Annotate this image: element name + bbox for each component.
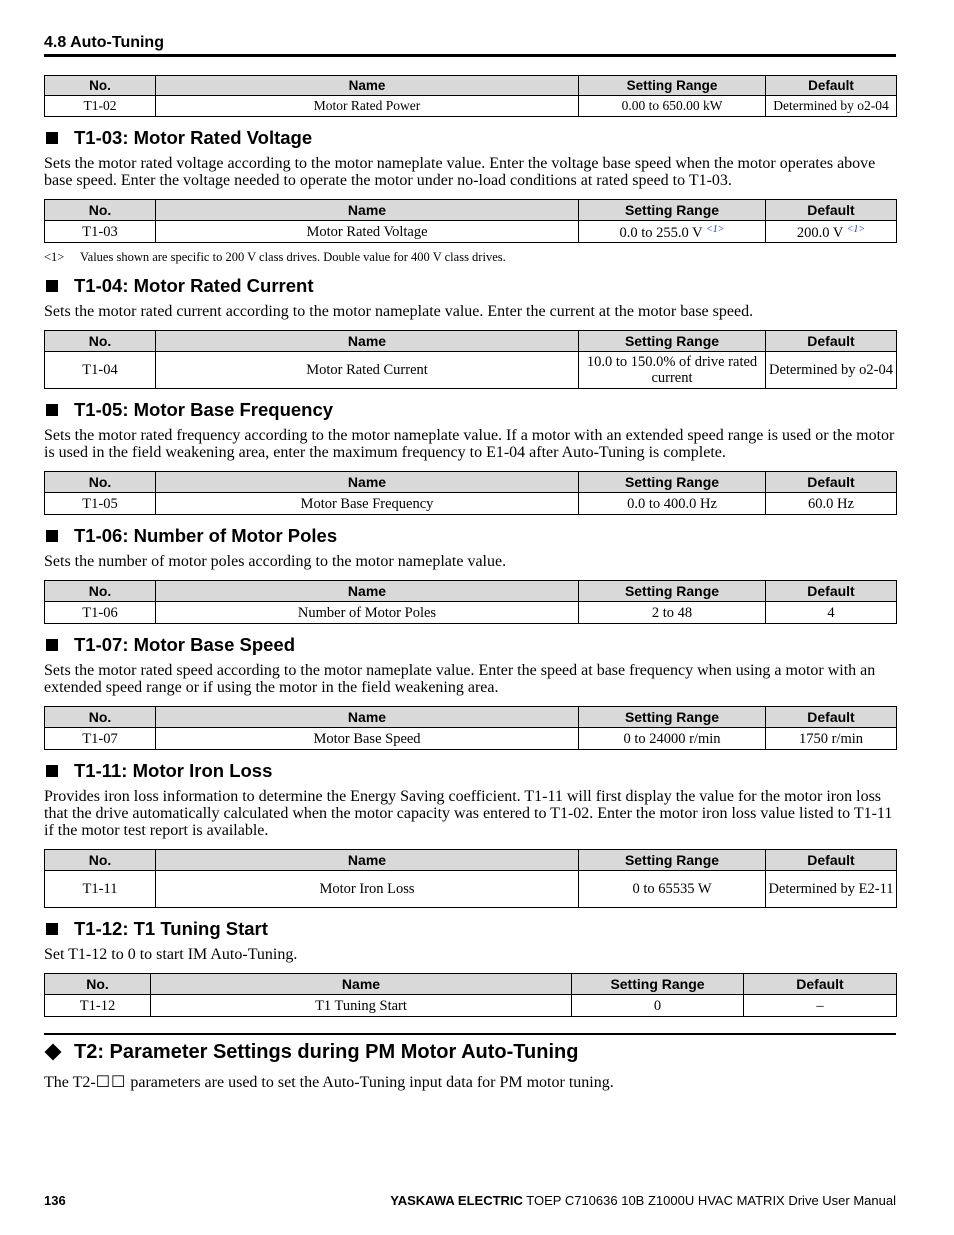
col-header-range: Setting Range [579,200,766,221]
section-title: T1-06: Number of Motor Poles [74,525,338,546]
section-description: Sets the motor rated voltage according to the motor nameplate value. Enter the voltage base speed when the motor operates above base speed. Enter the voltage needed to operate the motor under no-load conditions at rated speed to T1-03. [44,155,876,189]
col-header-default: Default [744,974,897,995]
diamond-bullet-icon [45,1044,62,1061]
section-header-title: 4.8 Auto-Tuning [44,34,164,51]
col-header-name: Name [156,472,579,493]
col-header-range: Setting Range [579,472,766,493]
section-heading-t1-07 [44,634,896,656]
table-header-row [45,200,897,221]
col-header-default: Default [766,331,897,352]
param-no: T1-07 [45,728,156,750]
col-header-range: Setting Range [579,581,766,602]
square-bullet-icon [46,404,58,416]
footnote-ref-link[interactable]: <1> [846,224,866,235]
t2-title: T2: Parameter Settings during PM Motor Auto-Tuning [74,1041,579,1063]
col-header-name: Name [156,581,579,602]
section-title: T1-11: Motor Iron Loss [74,760,273,781]
param-name: Motor Base Speed [156,728,579,750]
col-header-range: Setting Range [579,707,766,728]
section-title: T1-05: Motor Base Frequency [74,399,334,420]
footer-brand: YASKAWA ELECTRIC [390,1193,523,1208]
section-description: Sets the number of motor poles according to the motor nameplate value. [44,553,507,570]
param-table-t1-05 [44,471,897,515]
section-description: Sets the motor rated current according to the motor nameplate value. Enter the current at the motor base speed. [44,303,754,320]
square-bullet-icon [46,280,58,292]
param-no: T1-04 [45,352,156,389]
col-header-name: Name [156,200,579,221]
col-header-default: Default [766,472,897,493]
table-row [45,493,897,515]
col-header-name: Name [156,331,579,352]
param-range: 0 to 24000 r/min [579,728,766,750]
param-range: 0.0 to 400.0 Hz [579,493,766,515]
t2-desc-prefix: The T2- [44,1074,96,1091]
col-header-name: Name [156,707,579,728]
footnote-ref-link[interactable]: <1> [705,224,725,235]
param-table-t1-11 [44,849,897,908]
t2-desc-suffix: parameters are used to set the Auto-Tuning input data for PM motor tuning. [126,1074,614,1091]
param-default: – [744,995,897,1017]
col-header-default: Default [766,581,897,602]
param-name: Motor Iron Loss [156,871,579,908]
square-bullet-icon [46,923,58,935]
section-description: Set T1-12 to 0 to start IM Auto-Tuning. [44,946,298,963]
footer-doc-info [390,1193,896,1208]
page-header [44,34,896,52]
table-header-row [45,472,897,493]
table-row [45,352,897,389]
param-range-cell [579,221,766,243]
footer-doc-title: TOEP C710636 10B Z1000U HVAC MATRIX Drive User Manual [522,1193,896,1208]
param-no: T1-03 [45,221,156,243]
t2-divider-rule [44,1033,896,1035]
param-range: 0 to 65535 W [579,871,766,908]
section-title: T1-04: Motor Rated Current [74,275,314,296]
param-default: Determined by o2-04 [766,352,897,389]
param-no: T1-06 [45,602,156,624]
table-row [45,602,897,624]
param-range: 0.0 to 255.0 V [619,225,703,241]
col-header-name: Name [156,850,579,871]
col-header-no: No. [45,974,151,995]
table-header-row [45,850,897,871]
col-header-default: Default [766,707,897,728]
col-header-no: No. [45,581,156,602]
header-rule [44,54,896,57]
col-header-range: Setting Range [579,331,766,352]
placeholder-boxes-icon: ☐☐ [95,1074,127,1091]
param-default: Determined by E2-11 [766,871,897,908]
table-header-row [45,581,897,602]
square-bullet-icon [46,765,58,777]
footnote-mark: <1> [44,250,65,264]
footnote [44,250,896,265]
square-bullet-icon [46,132,58,144]
col-header-no: No. [45,200,156,221]
page-content [44,75,896,1092]
section-title: T1-12: T1 Tuning Start [74,918,268,939]
col-header-no: No. [45,472,156,493]
param-table-t1-12 [44,973,897,1017]
col-header-no: No. [45,331,156,352]
square-bullet-icon [46,530,58,542]
param-name: Number of Motor Poles [156,602,579,624]
param-no: T1-02 [45,96,156,117]
param-default-cell [766,221,897,243]
param-range: 10.0 to 150.0% of drive rated current [579,352,766,389]
param-default: 200.0 V [796,225,844,241]
page-number: 136 [44,1193,66,1208]
section-title: T1-07: Motor Base Speed [74,634,296,655]
param-default: 4 [766,602,897,624]
section-description: Sets the motor rated frequency according to the motor nameplate value. If a motor with an extended speed range is used or the motor is used in the field weakening area, enter the maximum frequency to E1-04 after Auto-Tuning is complete. [44,427,895,461]
param-range: 0 [572,995,744,1017]
table-row [45,871,897,908]
param-range: 0.00 to 650.00 kW [579,96,766,117]
table-row [45,728,897,750]
col-header-range: Setting Range [579,76,766,96]
table-header-row [45,76,897,96]
section-heading-t1-06 [44,525,896,547]
square-bullet-icon [46,639,58,651]
param-name: Motor Rated Current [156,352,579,389]
table-header-row [45,331,897,352]
param-name: T1 Tuning Start [151,995,572,1017]
t2-description [44,1074,896,1092]
param-range: 2 to 48 [579,602,766,624]
param-table-t1-02 [44,75,897,117]
table-row [45,221,897,243]
param-table-t1-07 [44,706,897,750]
col-header-name: Name [151,974,572,995]
col-header-range: Setting Range [579,850,766,871]
col-header-default: Default [766,76,897,96]
col-header-range: Setting Range [572,974,744,995]
param-default: 1750 r/min [766,728,897,750]
col-header-no: No. [45,707,156,728]
table-header-row [45,707,897,728]
param-no: T1-12 [45,995,151,1017]
table-row [45,995,897,1017]
footnote-text: Values shown are specific to 200 V class drives. Double value for 400 V class drives. [80,250,506,264]
section-heading-t2 [44,1040,896,1064]
col-header-default: Default [766,200,897,221]
section-heading-t1-05 [44,399,896,421]
col-header-default: Default [766,850,897,871]
param-name: Motor Rated Voltage [156,221,579,243]
param-table-t1-06 [44,580,897,624]
param-table-t1-03 [44,199,897,243]
param-default: 60.0 Hz [766,493,897,515]
section-heading-t1-11 [44,760,896,782]
section-title: T1-03: Motor Rated Voltage [74,127,313,148]
param-no: T1-05 [45,493,156,515]
param-name: Motor Rated Power [156,96,579,117]
table-header-row [45,974,897,995]
col-header-name: Name [156,76,579,96]
section-heading-t1-04 [44,275,896,297]
param-name: Motor Base Frequency [156,493,579,515]
param-no: T1-11 [45,871,156,908]
col-header-no: No. [45,850,156,871]
section-description: Provides iron loss information to determine the Energy Saving coefficient. T1-11 will first display the value for the motor iron loss that the drive automatically calculated when the motor capacity was entered to T1-02. Enter the motor iron loss value listed to T1-11 if the motor test report is available. [44,788,893,839]
section-heading-t1-03 [44,127,896,149]
section-heading-t1-12 [44,918,896,940]
section-description: Sets the motor rated speed according to the motor nameplate value. Enter the speed at base frequency when using a motor with an extended speed range or if using the motor in the field weakening area. [44,662,876,696]
param-table-t1-04 [44,330,897,389]
param-default: Determined by o2-04 [766,96,897,117]
table-row [45,96,897,117]
col-header-no: No. [45,76,156,96]
